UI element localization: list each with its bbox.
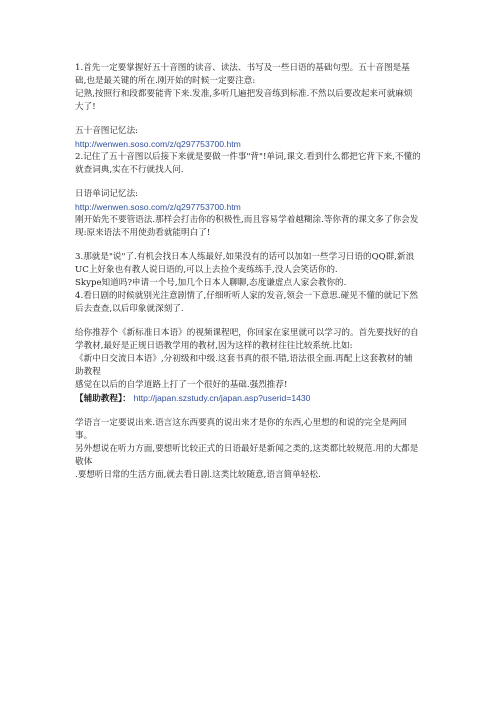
paragraph-1b: 记熟,按照行和段都要能背下来.发准,多听几遍把发音练到标准.不然以后要改起来可就麻烦大了! bbox=[75, 88, 413, 112]
paragraph-5b: 《新中日交流日本语》,分初级和中级.这套书真的很不错,语法很全面.再配上这套教材的辅助教程 bbox=[75, 354, 413, 378]
paragraph-6b: 另外想说在听力方面,要想听比较正式的日语最好是新闻之类的,这类都比较规范.用的大都是敬体 bbox=[75, 444, 419, 468]
paragraph-4: 4.看日剧的时候就别光注意剧情了,仔细听听人家的发音,领会一下意思.碰见不懂的就记下然后去查查,以后印象就深刻了. bbox=[75, 291, 418, 314]
paragraph-5c: 感觉在以后的自学道路上打了一个很好的基础.强烈推荐! bbox=[75, 380, 288, 391]
paragraph-2: 2.记住了五十音图以后接下来就是要做一件事"背"!单词,课文.看到什么都把它背下来,不懂的就查词典,实在不行就找人问. bbox=[75, 151, 421, 175]
paragraph-3b: Skype知道吗?申请一个号,加几个日本人聊聊,态度谦虚点人家会教你的. bbox=[75, 278, 347, 289]
aux-line bbox=[75, 392, 421, 406]
aux-label: 【辅助教程】： bbox=[75, 393, 131, 404]
paragraph-6c: .要想听日常的生活方面,就去看日剧.这类比较随意,语言简单轻松. bbox=[75, 469, 321, 480]
link-word-memo[interactable]: http://wenwen.soso.com/z/q297753700.htm bbox=[75, 202, 241, 213]
paragraph-2b: 刚开始先不要管语法.那样会打击你的积极性,而且容易学着越糊涂.等你背的课文多了你会发现:原来语法不用使劲看就能明白了! bbox=[75, 215, 419, 238]
memo-label-kana: 五十音图记忆法: bbox=[75, 126, 139, 137]
paragraph-3: 3.那就是"说"了.有机会找日本人练最好,如果没有的话可以加如一些学习日语的QQ群,新浪UC上好象也有教人说日语的,可以上去捡个麦练练手,没人会笑话你的. bbox=[75, 252, 415, 276]
memo-label-words: 日语单词记忆法: bbox=[75, 189, 139, 200]
link-kana-memo[interactable]: http://wenwen.soso.com/z/q297753700.htm bbox=[75, 139, 241, 150]
paragraph-5: 给你推荐个《新标准日本语》的视频课程吧，你回家在家里就可以学习的。首先要找好的自学教材,最好是正规日语教学用的教材,因为这样的教材往往比较系统.比如: bbox=[75, 328, 419, 352]
link-aux-course[interactable]: http://japan.szstudy.cn/japan.asp?userid=1430 bbox=[133, 392, 311, 403]
document-body bbox=[75, 62, 421, 482]
paragraph-1: 1.首先一定要掌握好五十音图的读音、读法、书写及一些日语的基础句型。五十音图是基础,也是最关键的所在.刚开始的时候一定要注意: bbox=[75, 63, 410, 86]
paragraph-6: 学语言一定要说出来.语言这东西要真的说出来才是你的东西,心里想的和说的完全是两回事。 bbox=[75, 418, 408, 442]
